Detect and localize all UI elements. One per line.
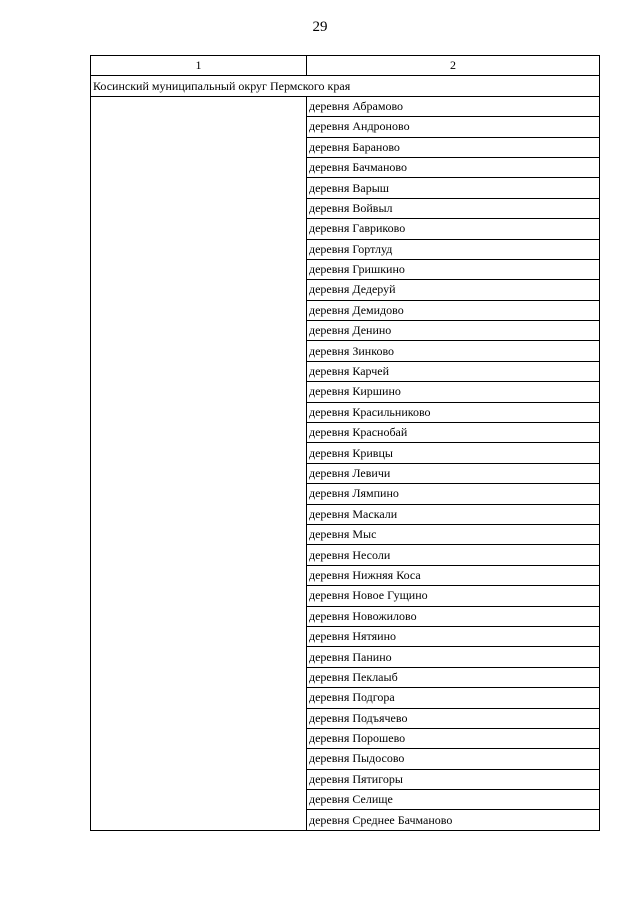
settlement-name: деревня Левичи [307, 463, 600, 483]
settlement-name: деревня Мыс [307, 524, 600, 544]
settlement-name: деревня Новожилово [307, 606, 600, 626]
settlement-name: деревня Красильниково [307, 402, 600, 422]
settlement-name: деревня Дедеруй [307, 280, 600, 300]
settlement-name: деревня Новое Гущино [307, 586, 600, 606]
settlement-name: деревня Киршино [307, 382, 600, 402]
settlement-name: деревня Нижняя Коса [307, 565, 600, 585]
settlement-name: деревня Гортлуд [307, 239, 600, 259]
settlement-name: деревня Пятигоры [307, 769, 600, 789]
settlements-table [90, 55, 600, 831]
table-header-row [91, 56, 600, 76]
empty-column-cell [91, 96, 307, 830]
settlement-name: деревня Андроново [307, 117, 600, 137]
settlement-name: деревня Гавриково [307, 219, 600, 239]
settlement-name: деревня Варыш [307, 178, 600, 198]
settlement-name: деревня Карчей [307, 361, 600, 381]
settlement-name: деревня Среднее Бачманово [307, 810, 600, 830]
settlement-name: деревня Несоли [307, 545, 600, 565]
page-number: 29 [312, 19, 328, 35]
settlement-name: деревня Пеклаыб [307, 667, 600, 687]
settlement-name: деревня Лямпино [307, 484, 600, 504]
settlement-name: деревня Зинково [307, 341, 600, 361]
group-title-row [91, 76, 600, 96]
settlement-name: деревня Маскали [307, 504, 600, 524]
settlement-name: деревня Денино [307, 321, 600, 341]
settlement-name: деревня Бачманово [307, 157, 600, 177]
settlement-name: деревня Подъячево [307, 708, 600, 728]
settlement-name: деревня Подгора [307, 688, 600, 708]
settlement-name: деревня Войвыл [307, 198, 600, 218]
settlement-name: деревня Нятяино [307, 626, 600, 646]
column-header-1: 1 [91, 56, 307, 76]
settlement-name: деревня Кривцы [307, 443, 600, 463]
settlement-name: деревня Гришкино [307, 259, 600, 279]
column-header-2: 2 [307, 56, 600, 76]
settlement-name: деревня Абрамово [307, 96, 600, 116]
settlement-name: деревня Панино [307, 647, 600, 667]
group-title: Косинский муниципальный округ Пермского края [91, 76, 600, 96]
settlement-name: деревня Селище [307, 790, 600, 810]
settlement-name: деревня Пыдосово [307, 749, 600, 769]
settlement-name: деревня Порошево [307, 728, 600, 748]
table-row [91, 96, 600, 116]
settlement-name: деревня Краснобай [307, 423, 600, 443]
settlement-name: деревня Демидово [307, 300, 600, 320]
settlement-name: деревня Бараново [307, 137, 600, 157]
